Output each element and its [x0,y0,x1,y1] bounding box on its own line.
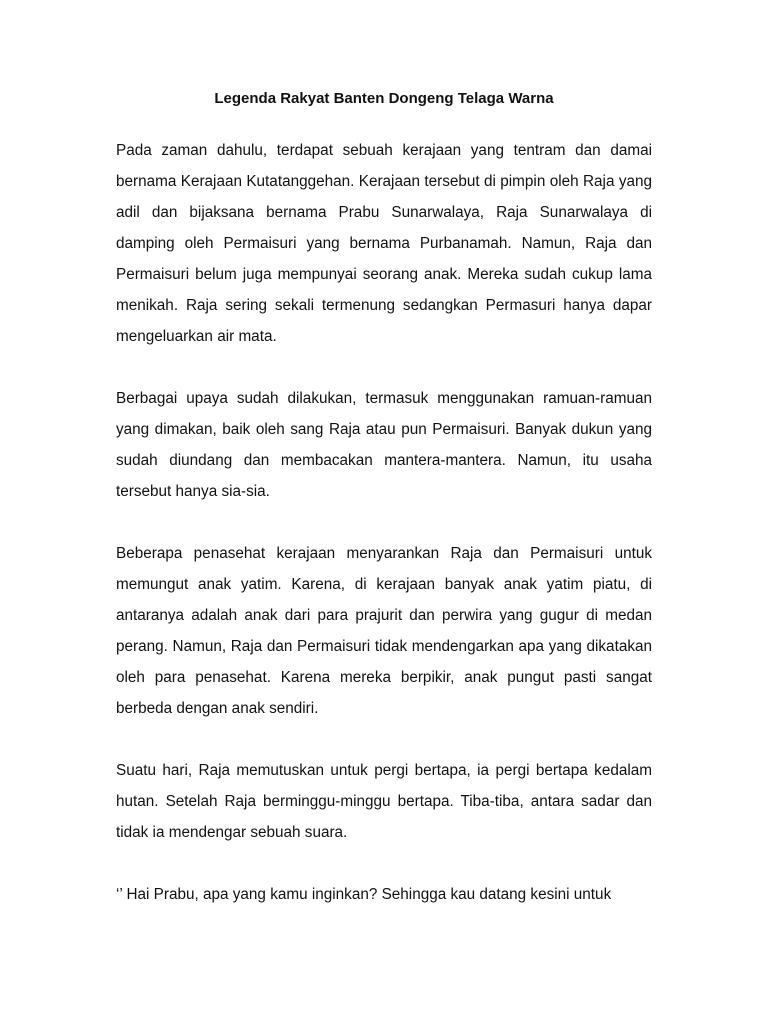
document-body [116,88,652,941]
paragraph-1: Pada zaman dahulu, terdapat sebuah kerajaan yang tentram dan damai bernama Kerajaan Kutatanggehan. Kerajaan tersebut di pimpin oleh Raja yang adil dan bijaksana bernama Prabu Sunarwalaya, Raja Sunarwalaya di damping oleh Permaisuri yang bernama Purbanamah. Namun, Raja dan Permaisuri belum juga mempunyai seorang anak. Mereka sudah cukup lama menikah. Raja sering sekali termenung sedangkan Permasuri hanya dapar mengeluarkan air mata. [116,142,652,345]
paragraph-4: Suatu hari, Raja memutuskan untuk pergi bertapa, ia pergi bertapa kedalam hutan. Setelah Raja berminggu-minggu bertapa. Tiba-tiba, antara sadar dan tidak ia mendengar sebuah suara. [116,762,652,841]
paragraph-2: Berbagai upaya sudah dilakukan, termasuk menggunakan ramuan-ramuan yang dimakan, baik oleh sang Raja atau pun Permaisuri. Banyak dukun yang sudah diundang dan membacakan mantera-mantera. Namun, itu usaha tersebut hanya sia-sia. [116,390,652,500]
paragraph-3: Beberapa penasehat kerajaan menyarankan Raja dan Permaisuri untuk memungut anak yatim. Karena, di kerajaan banyak anak yatim piatu, di antaranya adalah anak dari para prajurit dan perwira yang gugur di medan perang. Namun, Raja dan Permaisuri tidak mendengarkan apa yang dikatakan oleh para penasehat. Karena mereka berpikir, anak pungut pasti sangat berbeda dengan anak sendiri. [116,545,652,717]
paragraph-5: ‘’ Hai Prabu, apa yang kamu inginkan? Sehingga kau datang kesini untuk [116,886,612,903]
document-title: Legenda Rakyat Banten Dongeng Telaga Warna [214,90,554,107]
